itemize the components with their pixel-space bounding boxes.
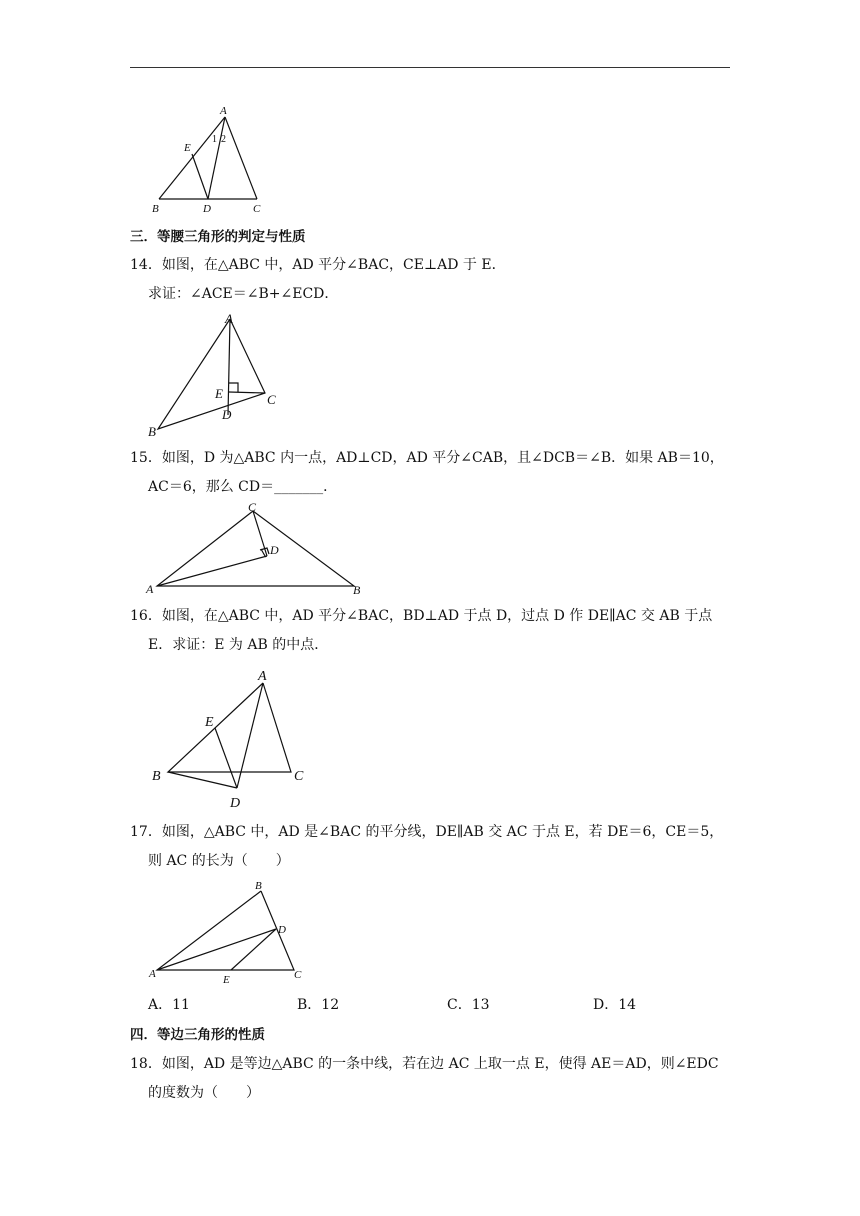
label-E: E [215, 386, 223, 401]
label-C: C [248, 500, 257, 514]
label-B: B [152, 203, 159, 215]
label-B: B [255, 880, 262, 892]
label-D: D [278, 924, 286, 936]
section-4-heading: 四．等边三角形的性质 [130, 1027, 265, 1043]
label-E: E [184, 142, 191, 154]
label-E: E [205, 715, 214, 730]
label-C: C [294, 769, 304, 784]
q14-line2: 求证：∠ACE＝∠B+∠ECD． [148, 286, 339, 302]
q17-option-d: D．14 [593, 997, 637, 1013]
q15-line2: AC＝6，那么 CD＝_______． [148, 479, 338, 495]
label-D: D [230, 796, 241, 811]
label-D: D [270, 543, 279, 557]
q15-line1: 15．如图，D 为△ABC 内一点，AD⊥CD，AD 平分∠CAB，且∠DCB＝∠B．如果 AB＝10， [130, 450, 724, 466]
q14-line1: 14．如图，在△ABC 中，AD 平分∠BAC，CE⊥AD 于 E． [130, 257, 506, 273]
q16-line2: E．求证：E 为 AB 的中点． [148, 637, 329, 653]
figure-q17 [145, 876, 315, 990]
label-A: A [146, 582, 154, 596]
q18-line2: 的度数为（ ） [148, 1085, 260, 1101]
figure-q15 [140, 498, 380, 600]
q17-option-a: A．11 [148, 997, 190, 1013]
figure-q14 [140, 306, 290, 441]
label-B: B [148, 424, 156, 439]
label-C: C [294, 969, 302, 981]
q17-option-b: B．12 [297, 997, 340, 1013]
q17-line1: 17．如图，△ABC 中，AD 是∠BAC 的平分线，DE∥AB 交 AC 于点 E，若 DE＝6，CE＝5， [130, 824, 724, 840]
q17-line2: 则 AC 的长为（ ） [148, 853, 290, 869]
label-2: 2 [221, 134, 226, 145]
label-A: A [258, 669, 267, 684]
label-C: C [253, 203, 261, 215]
label-A: A [225, 311, 233, 326]
header-rule [130, 67, 730, 68]
label-D: D [222, 407, 232, 422]
q18-line1: 18．如图，AD 是等边△ABC 的一条中线，若在边 AC 上取一点 E，使得 AE＝AD，则∠EDC [130, 1056, 719, 1072]
label-B: B [152, 769, 161, 784]
label-B: B [353, 583, 361, 597]
label-D: D [203, 203, 211, 215]
figure-q16 [145, 664, 315, 814]
label-A: A [220, 105, 227, 117]
label-1: 1 [212, 134, 217, 145]
section-3-heading: 三．等腰三角形的判定与性质 [130, 229, 306, 245]
label-E: E [223, 974, 230, 986]
figure-q13 [145, 100, 270, 218]
label-C: C [267, 392, 276, 407]
label-A: A [149, 968, 156, 980]
q16-line1: 16．如图，在△ABC 中，AD 平分∠BAC，BD⊥AD 于点 D，过点 D 作 DE∥AC 交 AB 于点 [130, 608, 713, 624]
q17-option-c: C．13 [447, 997, 490, 1013]
